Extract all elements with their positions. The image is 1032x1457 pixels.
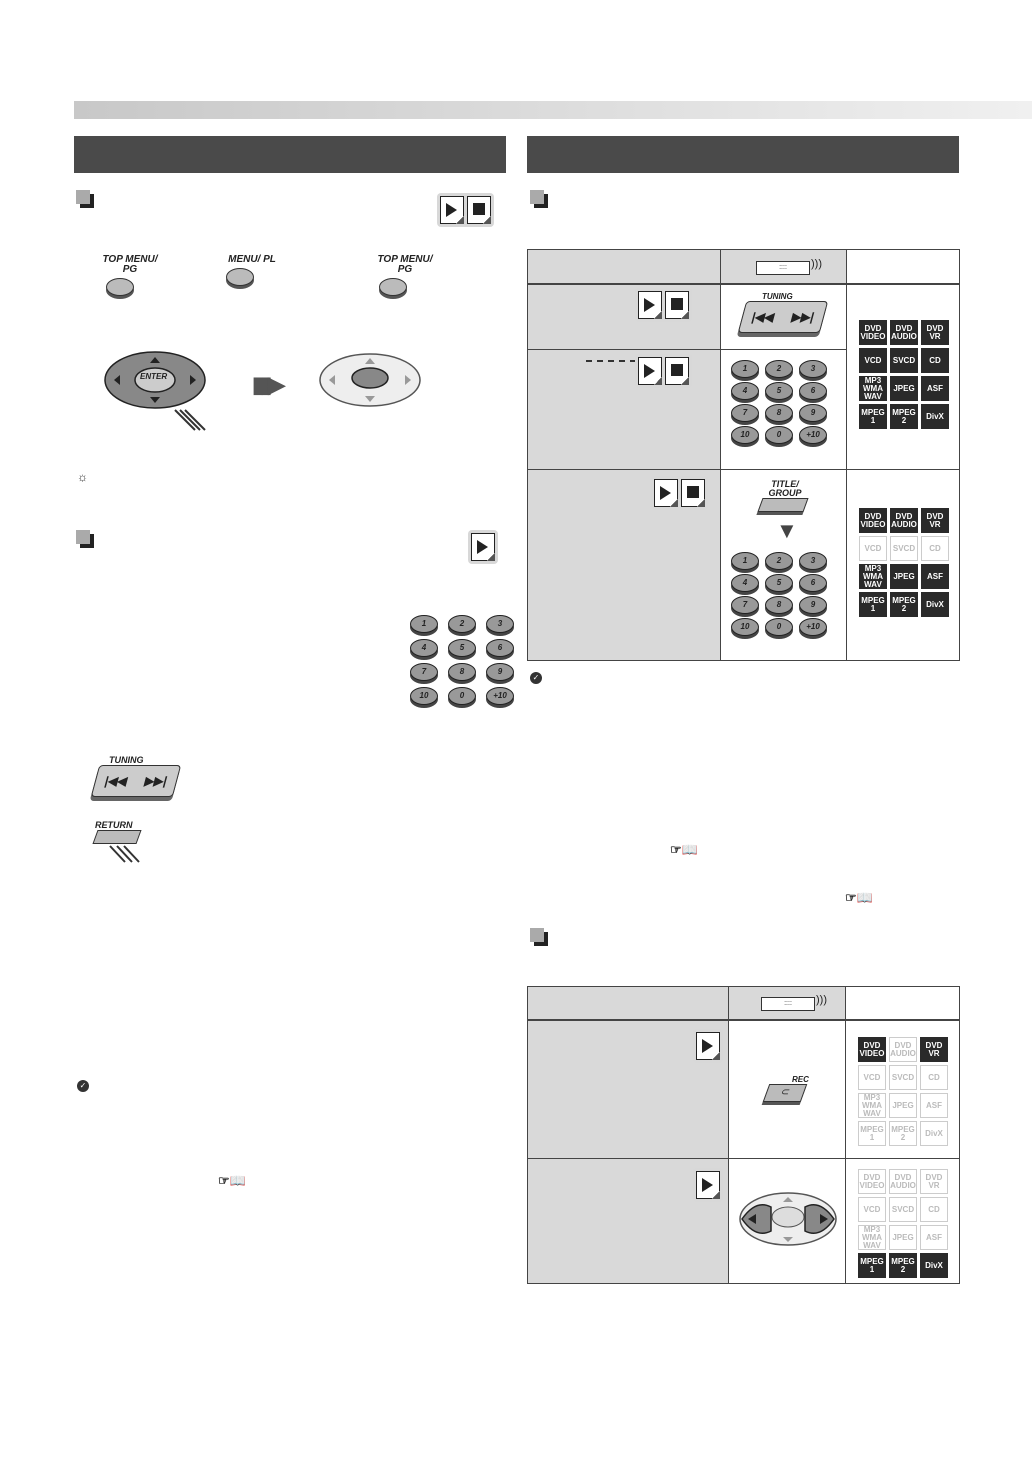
subsection-bullet-icon — [76, 190, 96, 210]
key-0[interactable]: 0 — [765, 426, 793, 444]
table-2 — [527, 986, 960, 1284]
top-menu-label: TOP MENU/ PG — [102, 254, 158, 275]
remote-icon: :::: — [761, 997, 815, 1011]
reference-icon: ☞📖 — [670, 842, 698, 857]
tuning-next-icon: ▶▶| — [790, 310, 816, 324]
reference-icon-2: ☞📖 — [845, 890, 873, 905]
top-menu-label: TOP MENU/ PG — [377, 254, 433, 275]
key-1[interactable]: 1 — [731, 360, 759, 378]
disc-logos-3 — [858, 1037, 948, 1146]
down-arrow-icon: ▼ — [776, 518, 798, 543]
dvd-vr-logo: DVD VR — [921, 508, 949, 533]
vcd-logo: VCD — [859, 536, 887, 561]
note-check-icon: ✓ — [77, 1080, 89, 1092]
remote-signal-icon: ))) — [811, 258, 822, 270]
mpeg1-logo: MPEG 1 — [859, 592, 887, 617]
dvd-audio-logo: DVD AUDIO — [890, 508, 918, 533]
oval-button-icon — [106, 278, 134, 296]
subsection-bullet-icon — [530, 190, 550, 210]
play-mode-icon — [693, 1168, 723, 1202]
key-4[interactable]: 4 — [410, 639, 438, 657]
play-stop-mode-icon — [635, 354, 692, 388]
asf-logo: ASF — [920, 1225, 948, 1250]
key-plus10[interactable]: +10 — [486, 687, 514, 705]
oval-button-icon — [379, 278, 407, 296]
stop-icon — [467, 196, 491, 224]
play-icon — [696, 1032, 720, 1060]
tuning-prev-icon: |◀◀ — [103, 774, 129, 788]
tip-bulb-icon: ☼ — [77, 470, 88, 484]
jpeg-logo: JPEG — [889, 1225, 917, 1250]
tuning-label: TUNING — [762, 292, 793, 301]
remote-icon: :::: — [756, 261, 810, 275]
stop-icon — [665, 357, 689, 385]
key-5[interactable]: 5 — [765, 382, 793, 400]
reference-icon: ☞📖 — [218, 1173, 246, 1188]
play-stop-mode-icon — [635, 288, 692, 322]
note-check-icon: ✓ — [530, 672, 542, 684]
top-menu-button-2[interactable] — [375, 255, 435, 296]
tuning-label: TUNING — [109, 755, 144, 765]
dvd-vr-logo: DVD VR — [921, 320, 949, 345]
key-1[interactable]: 1 — [731, 552, 759, 570]
title-group-key-icon — [757, 498, 808, 512]
dvd-video-logo: DVD VIDEO — [859, 508, 887, 533]
vcd-logo: VCD — [859, 348, 887, 373]
key-4[interactable]: 4 — [731, 382, 759, 400]
disc-logos-4 — [858, 1169, 948, 1278]
play-icon — [471, 533, 495, 561]
cd-logo: CD — [920, 1065, 948, 1090]
play-icon — [654, 479, 678, 507]
tuning-button[interactable] — [95, 755, 177, 797]
left-section-header — [74, 136, 506, 173]
key-7[interactable]: 7 — [731, 404, 759, 422]
return-key-icon — [92, 830, 141, 844]
key-7[interactable]: 7 — [410, 663, 438, 681]
dvd-audio-logo: DVD AUDIO — [889, 1169, 917, 1194]
key-6[interactable]: 6 — [486, 639, 514, 657]
key-2[interactable]: 2 — [765, 552, 793, 570]
mpeg1-logo: MPEG 1 — [859, 404, 887, 429]
vcd-logo: VCD — [858, 1197, 886, 1222]
jpeg-logo: JPEG — [890, 376, 918, 401]
key-5[interactable]: 5 — [765, 574, 793, 592]
title-group-button[interactable] — [760, 480, 810, 512]
key-9[interactable]: 9 — [486, 663, 514, 681]
key-10[interactable]: 10 — [410, 687, 438, 705]
number-keypad-2[interactable] — [731, 552, 825, 636]
tuning-prev-icon: |◀◀ — [750, 310, 776, 324]
number-keypad[interactable] — [731, 360, 825, 444]
mpeg2-logo: MPEG 2 — [889, 1253, 917, 1278]
remote-signal-icon: ))) — [816, 994, 827, 1006]
asf-logo: ASF — [921, 564, 949, 589]
mp3-logo: MP3 WMA WAV — [859, 564, 887, 589]
mp3-logo: MP3 WMA WAV — [858, 1225, 886, 1250]
svcd-logo: SVCD — [890, 536, 918, 561]
svcd-logo: SVCD — [889, 1197, 917, 1222]
mpeg2-logo: MPEG 2 — [890, 592, 918, 617]
key-8[interactable]: 8 — [765, 596, 793, 614]
key-plus10[interactable]: +10 — [799, 426, 827, 444]
key-6[interactable]: 6 — [799, 382, 827, 400]
rec-button[interactable] — [766, 1075, 809, 1102]
title-group-label: TITLE/ GROUP — [768, 479, 802, 498]
mpeg1-logo: MPEG 1 — [858, 1121, 886, 1146]
play-icon — [440, 196, 464, 224]
dvd-vr-logo: DVD VR — [920, 1037, 948, 1062]
disc-logos-2 — [859, 508, 949, 617]
key-2[interactable]: 2 — [448, 615, 476, 633]
return-label: RETURN — [95, 820, 133, 830]
svcd-logo: SVCD — [890, 348, 918, 373]
disc-logos-1 — [859, 320, 949, 429]
top-menu-button[interactable] — [100, 255, 160, 296]
divx-logo: DivX — [920, 1121, 948, 1146]
mp3-logo: MP3 WMA WAV — [858, 1093, 886, 1118]
key-plus10[interactable]: +10 — [799, 618, 827, 636]
dvd-audio-logo: DVD AUDIO — [890, 320, 918, 345]
cursor-pad-icon[interactable] — [100, 345, 210, 435]
rec-label: REC — [792, 1075, 809, 1084]
play-mode-icon — [693, 1029, 723, 1063]
jpeg-logo: JPEG — [889, 1093, 917, 1118]
divx-logo: DivX — [920, 1253, 948, 1278]
menu-label: MENU/ PL — [228, 254, 276, 265]
dvd-vr-logo: DVD VR — [920, 1169, 948, 1194]
rec-key-icon: ⊂ — [763, 1084, 808, 1102]
enter-label: ENTER — [140, 372, 168, 381]
cd-logo: CD — [921, 536, 949, 561]
asf-logo: ASF — [921, 376, 949, 401]
tuning-next-icon: ▶▶| — [143, 774, 169, 788]
menu-button[interactable] — [222, 255, 282, 286]
play-stop-mode-icon — [437, 193, 494, 227]
right-section-header — [527, 136, 959, 173]
jpeg-logo: JPEG — [890, 564, 918, 589]
cursor-pad-icon[interactable] — [736, 1187, 841, 1252]
dvd-video-logo: DVD VIDEO — [859, 320, 887, 345]
key-9[interactable]: 9 — [799, 596, 827, 614]
key-0[interactable]: 0 — [765, 618, 793, 636]
mpeg2-logo: MPEG 2 — [890, 404, 918, 429]
mpeg1-logo: MPEG 1 — [858, 1253, 886, 1278]
key-8[interactable]: 8 — [448, 663, 476, 681]
key-3[interactable]: 3 — [486, 615, 514, 633]
cd-logo: CD — [920, 1197, 948, 1222]
key-8[interactable]: 8 — [765, 404, 793, 422]
play-mode-icon — [468, 530, 498, 564]
stop-icon — [681, 479, 705, 507]
oval-button-icon — [226, 268, 254, 286]
vcd-logo: VCD — [858, 1065, 886, 1090]
dvd-video-logo: DVD VIDEO — [858, 1169, 886, 1194]
return-button[interactable] — [95, 820, 145, 869]
mpeg2-logo: MPEG 2 — [889, 1121, 917, 1146]
key-1[interactable]: 1 — [410, 615, 438, 633]
display-bar-icon — [586, 360, 636, 368]
dvd-audio-logo: DVD AUDIO — [889, 1037, 917, 1062]
cursor-pad-icon-2 — [315, 350, 425, 420]
press-arrows-icon — [95, 844, 145, 864]
svcd-logo: SVCD — [889, 1065, 917, 1090]
key-2[interactable]: 2 — [765, 360, 793, 378]
tuning-button[interactable] — [742, 292, 824, 333]
key-10[interactable]: 10 — [731, 618, 759, 636]
number-keypad[interactable] — [410, 615, 514, 705]
key-5[interactable]: 5 — [448, 639, 476, 657]
cd-logo: CD — [921, 348, 949, 373]
key-10[interactable]: 10 — [731, 426, 759, 444]
page-header-bar — [74, 101, 1032, 119]
subsection-bullet-icon — [76, 530, 96, 550]
key-7[interactable]: 7 — [731, 596, 759, 614]
divx-logo: DivX — [921, 592, 949, 617]
stop-icon — [665, 291, 689, 319]
key-3[interactable]: 3 — [799, 360, 827, 378]
key-6[interactable]: 6 — [799, 574, 827, 592]
key-3[interactable]: 3 — [799, 552, 827, 570]
divx-logo: DivX — [921, 404, 949, 429]
right-arrow-icon: ▮▮▶ — [252, 372, 282, 397]
play-icon — [696, 1171, 720, 1199]
play-stop-mode-icon — [651, 476, 708, 510]
dvd-video-logo: DVD VIDEO — [858, 1037, 886, 1062]
subsection-bullet-icon — [530, 928, 550, 948]
key-0[interactable]: 0 — [448, 687, 476, 705]
key-9[interactable]: 9 — [799, 404, 827, 422]
play-icon — [638, 291, 662, 319]
play-icon — [638, 357, 662, 385]
mp3-logo: MP3 WMA WAV — [859, 376, 887, 401]
table-col-1 — [528, 250, 721, 660]
asf-logo: ASF — [920, 1093, 948, 1118]
table-1 — [527, 249, 960, 661]
key-4[interactable]: 4 — [731, 574, 759, 592]
